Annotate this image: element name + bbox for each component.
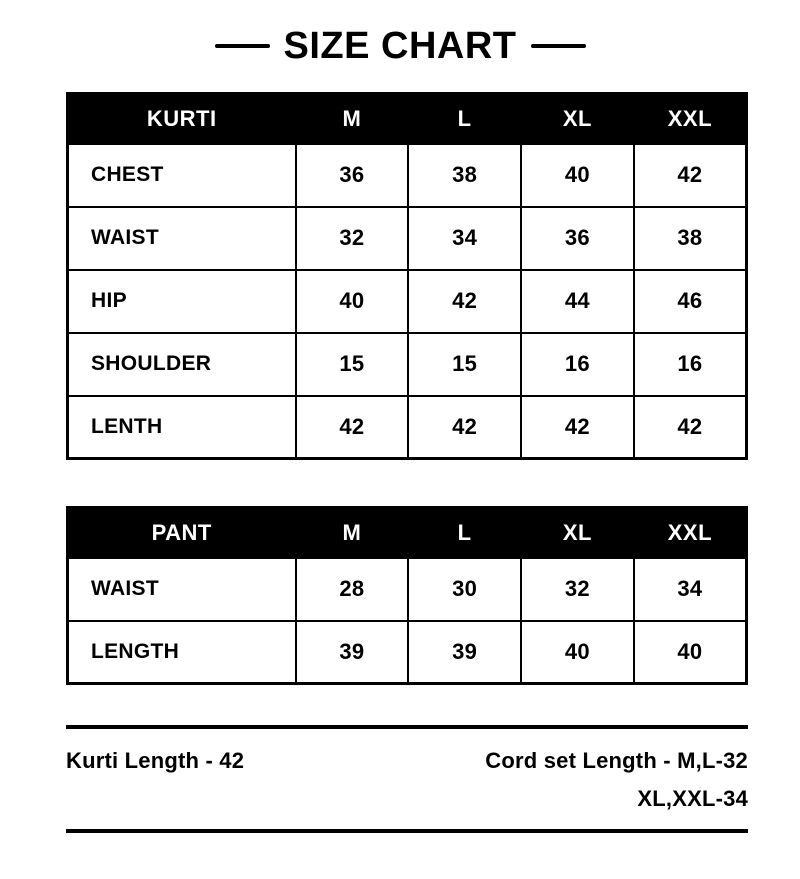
size-value: 42 <box>408 270 521 333</box>
pant-header-xl: XL <box>521 508 634 558</box>
kurti-header-xxl: XXL <box>634 94 747 144</box>
page-title: SIZE CHART <box>283 24 517 67</box>
size-value: 36 <box>521 207 634 270</box>
size-value: 34 <box>408 207 521 270</box>
title-dash-left-icon <box>215 44 270 48</box>
row-label: CHEST <box>68 144 296 207</box>
size-value: 42 <box>634 396 747 459</box>
pant-header-row <box>68 508 747 558</box>
table-row <box>68 144 747 207</box>
size-value: 42 <box>521 396 634 459</box>
table-row <box>68 207 747 270</box>
size-value: 40 <box>521 144 634 207</box>
row-label: HIP <box>68 270 296 333</box>
size-value: 42 <box>408 396 521 459</box>
row-label: SHOULDER <box>68 333 296 396</box>
size-value: 40 <box>521 621 634 684</box>
cord-set-length-line1: Cord set Length - M,L-32 <box>485 748 748 773</box>
pant-header-l: L <box>408 508 521 558</box>
table-row <box>68 396 747 459</box>
table-row <box>68 270 747 333</box>
size-value: 38 <box>634 207 747 270</box>
pant-table <box>66 506 748 685</box>
size-value: 36 <box>296 144 409 207</box>
size-value: 34 <box>634 558 747 621</box>
size-value: 16 <box>634 333 747 396</box>
size-value: 38 <box>408 144 521 207</box>
footer-notes <box>0 725 800 833</box>
row-label: WAIST <box>68 558 296 621</box>
size-value: 42 <box>634 144 747 207</box>
size-value: 40 <box>634 621 747 684</box>
size-value: 32 <box>296 207 409 270</box>
size-value: 42 <box>296 396 409 459</box>
table-row <box>68 558 747 621</box>
pant-header-pant: PANT <box>68 508 296 558</box>
size-value: 39 <box>408 621 521 684</box>
size-value: 15 <box>296 333 409 396</box>
size-value: 16 <box>521 333 634 396</box>
kurti-header-row <box>68 94 747 144</box>
size-value: 15 <box>408 333 521 396</box>
size-value: 32 <box>521 558 634 621</box>
title-dash-right-icon <box>531 44 586 48</box>
pant-size-table <box>0 506 800 685</box>
kurti-header-m: M <box>296 94 409 144</box>
size-value: 39 <box>296 621 409 684</box>
title-row <box>0 0 800 92</box>
kurti-header-kurti: KURTI <box>68 94 296 144</box>
cord-set-length-line2: XL,XXL-34 <box>637 786 748 811</box>
kurti-header-xl: XL <box>521 94 634 144</box>
row-label: LENTH <box>68 396 296 459</box>
kurti-header-l: L <box>408 94 521 144</box>
footer-rule-bottom <box>66 829 748 833</box>
size-value: 40 <box>296 270 409 333</box>
cord-set-length-note <box>485 742 748 818</box>
size-value: 44 <box>521 270 634 333</box>
kurti-table <box>66 92 748 460</box>
row-label: LENGTH <box>68 621 296 684</box>
footer-notes-row <box>66 729 748 829</box>
table-row <box>68 621 747 684</box>
size-value: 46 <box>634 270 747 333</box>
kurti-length-note: Kurti Length - 42 <box>66 748 245 773</box>
kurti-size-table <box>0 92 800 460</box>
row-label: WAIST <box>68 207 296 270</box>
table-row <box>68 333 747 396</box>
size-value: 28 <box>296 558 409 621</box>
pant-header-m: M <box>296 508 409 558</box>
size-value: 30 <box>408 558 521 621</box>
pant-header-xxl: XXL <box>634 508 747 558</box>
